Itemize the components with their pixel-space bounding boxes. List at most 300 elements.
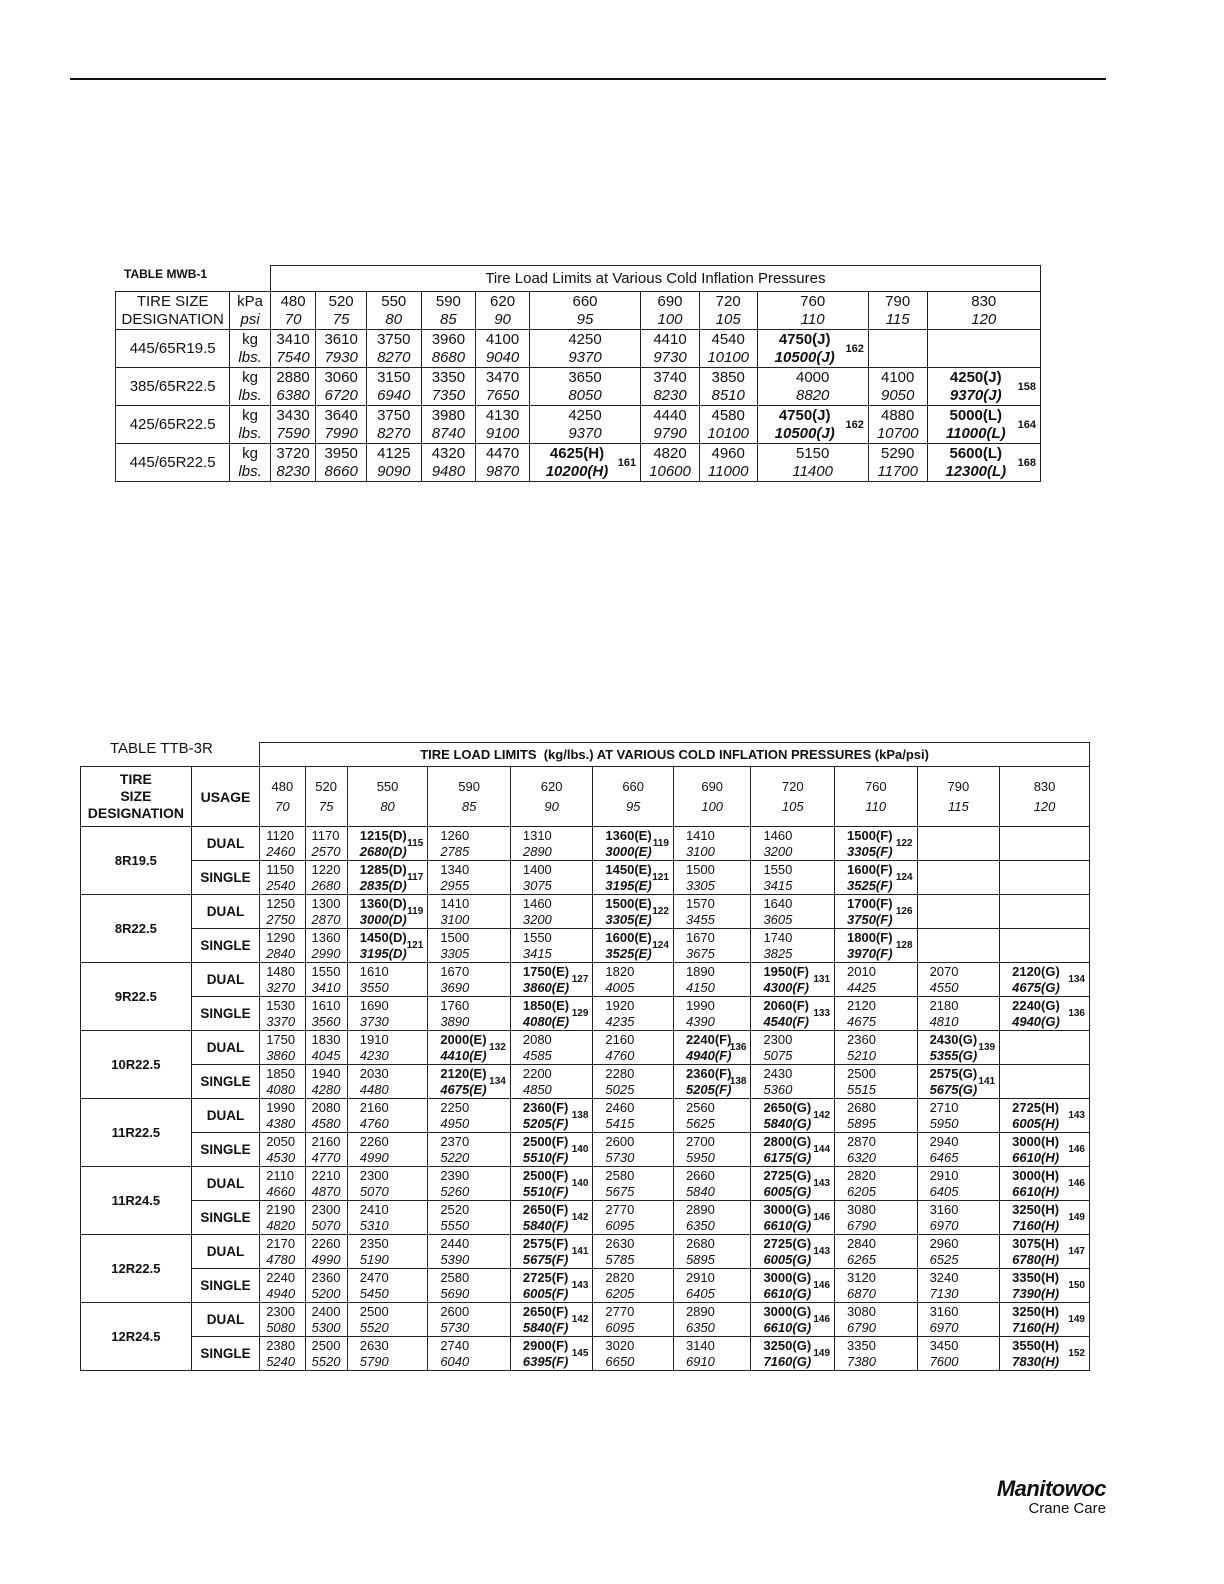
load-index: 140 <box>571 1143 589 1155</box>
cell-top-value: 2725(F) <box>522 1269 569 1285</box>
load-cell <box>593 1133 674 1167</box>
cell-top-value: 2890 <box>685 1303 715 1319</box>
pressure-psi: 80 <box>380 798 395 814</box>
cell-bottom-value: 2680(D) <box>359 843 407 859</box>
load-cell <box>593 1167 674 1201</box>
load-cell <box>593 929 674 963</box>
cell-top-value: 2300 <box>311 1201 341 1217</box>
cell-top-value: 2575(F) <box>522 1235 569 1251</box>
load-cell <box>347 861 428 895</box>
table-row <box>81 963 1090 997</box>
cell-bottom-value: 8050 <box>568 386 602 404</box>
load-cell <box>510 1235 593 1269</box>
load-cell <box>305 1201 347 1235</box>
load-cell <box>347 1201 428 1235</box>
cell-top-value: 2000(E) <box>440 1031 487 1047</box>
load-index: 132 <box>489 1041 506 1053</box>
cell-top-value: 2300 <box>763 1031 793 1047</box>
load-cell <box>428 1201 511 1235</box>
cell-bottom-value: 3675 <box>685 945 715 961</box>
cell-bottom-value: 4380 <box>266 1115 296 1131</box>
cell-top-value: 1360(E) <box>605 827 652 843</box>
unit-kg: kg <box>242 406 258 424</box>
cell-top-value: 2460 <box>605 1099 635 1115</box>
cell-bottom-value: 4760 <box>359 1115 389 1131</box>
load-cell <box>305 963 347 997</box>
load-cell <box>421 444 476 482</box>
cell-top-value: 5000(L) <box>949 406 1003 424</box>
load-cell <box>673 827 751 861</box>
usage-cell: SINGLE <box>191 929 259 963</box>
cell-top-value: 1500 <box>440 929 470 945</box>
cell-bottom-value: 5730 <box>440 1319 470 1335</box>
logo-brand: Manitowoc <box>996 1476 1106 1501</box>
usage-cell: SINGLE <box>191 1201 259 1235</box>
cell-bottom-value: 2460 <box>266 843 296 859</box>
unit-cell <box>230 330 270 368</box>
cell-top-value: 5150 <box>795 444 830 462</box>
tire-size-cell: 12R24.5 <box>81 1303 192 1371</box>
cell-bottom-value: 5840 <box>685 1183 715 1199</box>
load-cell <box>305 1303 347 1337</box>
load-cell <box>835 1337 918 1371</box>
load-cell <box>510 1031 593 1065</box>
load-index: 149 <box>1068 1313 1085 1325</box>
cell-top-value: 4250 <box>568 406 602 424</box>
load-index: 142 <box>813 1109 831 1121</box>
cell-top-value: 2250 <box>440 1099 470 1115</box>
cell-bottom-value: 5625 <box>685 1115 715 1131</box>
cell-bottom-value: 6380 <box>276 386 310 404</box>
load-cell <box>868 444 927 482</box>
cell-bottom-value: 5730 <box>605 1149 635 1165</box>
cell-bottom-value: 4300(F) <box>763 979 809 995</box>
cell-top-value: 1530 <box>266 997 296 1013</box>
cell-bottom-value: 5415 <box>605 1115 635 1131</box>
load-cell <box>428 929 511 963</box>
load-cell <box>673 1303 751 1337</box>
load-cell <box>529 368 640 406</box>
cell-top-value: 1500(F) <box>847 827 893 843</box>
pressure-kpa: 520 <box>315 778 337 794</box>
cell-top-value: 1850 <box>266 1065 296 1081</box>
load-cell <box>917 1167 1000 1201</box>
cell-bottom-value: 3605 <box>763 911 793 927</box>
load-cell <box>476 444 530 482</box>
cell-bottom-value: 6040 <box>440 1353 470 1369</box>
load-cell <box>917 861 1000 895</box>
cell-top-value: 1610 <box>311 997 341 1013</box>
load-cell <box>510 1303 593 1337</box>
logo-subtitle: Crane Care <box>1028 1500 1106 1517</box>
load-cell <box>673 861 751 895</box>
load-cell <box>510 1337 593 1371</box>
pressure-psi: 85 <box>440 310 457 328</box>
pressure-kpa: 660 <box>572 292 598 310</box>
load-cell <box>270 368 316 406</box>
cell-top-value: 4250 <box>568 330 602 348</box>
cell-top-value: 2390 <box>440 1167 470 1183</box>
cell-bottom-value: 9050 <box>880 386 915 404</box>
cell-top-value: 5600(L) <box>949 444 1003 462</box>
cell-bottom-value: 3860(E) <box>522 979 570 995</box>
load-cell <box>476 368 530 406</box>
unit-kg: kg <box>242 368 258 386</box>
load-cell <box>868 330 927 368</box>
cell-top-value: 1220 <box>311 861 341 877</box>
cell-bottom-value: 5510(F) <box>522 1183 569 1199</box>
load-cell <box>305 895 347 929</box>
pressure-psi: 75 <box>332 310 350 328</box>
pressure-psi: 80 <box>385 310 403 328</box>
cell-top-value: 1450(E) <box>605 861 652 877</box>
cell-bottom-value: 10500(J) <box>774 424 835 442</box>
load-cell <box>757 368 868 406</box>
cell-top-value: 3150 <box>377 368 411 386</box>
cell-top-value: 2650(F) <box>522 1201 569 1217</box>
cell-top-value: 1150 <box>266 861 295 877</box>
usage-cell: SINGLE <box>191 1133 259 1167</box>
tire-size-header-text: TIRE SIZE DESIGNATION <box>87 771 184 821</box>
cell-bottom-value: 6175(G) <box>763 1149 812 1165</box>
load-cell <box>751 1201 835 1235</box>
cell-bottom-value: 6005(H) <box>1012 1115 1060 1131</box>
load-index: 136 <box>729 1041 747 1053</box>
cell-bottom-value: 6720 <box>324 386 358 404</box>
pressure-psi: 95 <box>625 798 641 814</box>
cell-bottom-value: 6005(G) <box>763 1183 812 1199</box>
cell-top-value: 4750(J) <box>778 406 831 424</box>
cell-bottom-value: 10200(H) <box>545 462 609 480</box>
load-cell <box>593 1201 674 1235</box>
cell-bottom-value: 7990 <box>324 424 358 442</box>
load-cell <box>305 1031 347 1065</box>
load-cell <box>347 1031 428 1065</box>
load-cell <box>593 1065 674 1099</box>
cell-bottom-value: 9790 <box>653 424 687 442</box>
load-index: 136 <box>1068 1007 1085 1019</box>
cell-bottom-value: 4540(F) <box>763 1013 809 1029</box>
cell-bottom-value: 7380 <box>847 1353 876 1369</box>
load-cell <box>593 1031 674 1065</box>
cell-bottom-value: 6610(G) <box>763 1319 812 1335</box>
cell-top-value: 1410 <box>685 827 715 843</box>
load-index: 126 <box>895 905 913 917</box>
usage-cell: DUAL <box>191 827 259 861</box>
cell-bottom-value: 8270 <box>377 348 411 366</box>
usage-cell: SINGLE <box>191 1269 259 1303</box>
load-cell <box>757 444 868 482</box>
load-index: 140 <box>571 1177 589 1189</box>
load-cell <box>917 1235 1000 1269</box>
cell-top-value: 2520 <box>440 1201 470 1217</box>
cell-bottom-value: 9090 <box>377 462 411 480</box>
cell-top-value: 2500 <box>847 1065 876 1081</box>
cell-bottom-value: 5840(G) <box>763 1115 812 1131</box>
unit-kg: kg <box>242 444 258 462</box>
load-cell <box>529 444 640 482</box>
cell-top-value: 4130 <box>485 406 520 424</box>
cell-bottom-value: 4940 <box>266 1285 296 1301</box>
load-cell <box>673 1269 751 1303</box>
cell-bottom-value: 5200 <box>311 1285 341 1301</box>
table-row <box>81 1065 1090 1099</box>
cell-top-value: 1500 <box>685 861 715 877</box>
cell-bottom-value: 4950 <box>440 1115 470 1131</box>
cell-bottom-value: 4940(G) <box>1012 1013 1060 1029</box>
table-row <box>116 444 1041 482</box>
pressure-kpa: 480 <box>280 292 306 310</box>
load-index: 117 <box>407 871 424 883</box>
load-cell <box>699 406 757 444</box>
load-cell <box>510 1167 593 1201</box>
cell-bottom-value: 3525(E) <box>605 945 652 961</box>
cell-bottom-value: 5675 <box>605 1183 635 1199</box>
cell-bottom-value: 9480 <box>431 462 466 480</box>
cell-top-value: 2650(G) <box>763 1099 812 1115</box>
pressure-psi: 95 <box>576 310 594 328</box>
table1-label: TABLE MWB-1 <box>124 267 208 281</box>
cell-bottom-value: 6610(H) <box>1012 1183 1060 1199</box>
table-row <box>81 895 1090 929</box>
cell-bottom-value: 5690 <box>440 1285 470 1301</box>
cell-top-value: 2630 <box>359 1337 389 1353</box>
cell-top-value: 1690 <box>359 997 389 1013</box>
load-cell <box>305 1337 347 1371</box>
load-index: 131 <box>813 973 831 985</box>
cell-bottom-value: 4530 <box>266 1149 296 1165</box>
cell-bottom-value: 6790 <box>847 1217 876 1233</box>
cell-top-value: 3160 <box>929 1201 959 1217</box>
cell-bottom-value: 3305(E) <box>605 911 652 927</box>
load-cell <box>428 1269 511 1303</box>
cell-top-value: 2170 <box>266 1235 296 1251</box>
cell-bottom-value: 4005 <box>605 979 635 995</box>
cell-top-value: 2200 <box>522 1065 552 1081</box>
load-index: 161 <box>617 456 637 469</box>
load-cell <box>751 929 835 963</box>
cell-bottom-value: 9370 <box>568 348 602 366</box>
load-cell <box>347 1133 428 1167</box>
load-index: 128 <box>895 939 913 951</box>
cell-top-value: 1360(D) <box>359 895 407 911</box>
load-cell <box>347 1099 428 1133</box>
pressure-psi: 110 <box>800 310 825 328</box>
cell-bottom-value: 8680 <box>431 348 466 366</box>
tire-size-cell: 8R22.5 <box>81 895 192 963</box>
load-cell <box>305 861 347 895</box>
table1-title: Tire Load Limits at Various Cold Inflation Pressures <box>270 266 1040 292</box>
cell-bottom-value: 5510(F) <box>522 1149 569 1165</box>
cell-bottom-value: 3000(E) <box>605 843 652 859</box>
load-index: 143 <box>571 1279 589 1291</box>
pressure-psi: 115 <box>947 798 969 814</box>
cell-top-value: 2660 <box>685 1167 715 1183</box>
unit-cell <box>230 444 270 482</box>
cell-bottom-value: 9730 <box>653 348 687 366</box>
cell-bottom-value: 4660 <box>266 1183 296 1199</box>
pressure-header <box>673 767 751 827</box>
cell-top-value: 1300 <box>311 895 341 911</box>
load-cell <box>510 895 593 929</box>
load-index: 127 <box>571 973 589 985</box>
cell-bottom-value: 3100 <box>440 911 470 927</box>
cell-bottom-value: 7600 <box>929 1353 959 1369</box>
cell-bottom-value: 5210 <box>847 1047 876 1063</box>
load-cell <box>593 1337 674 1371</box>
load-cell <box>751 895 835 929</box>
load-cell <box>673 929 751 963</box>
cell-top-value: 3000(H) <box>1012 1133 1060 1149</box>
cell-top-value: 4960 <box>711 444 745 462</box>
load-cell <box>699 368 757 406</box>
pressure-psi: 90 <box>544 798 559 814</box>
tire-size-cell: 385/65R22.5 <box>116 368 230 406</box>
load-cell <box>260 1201 305 1235</box>
cell-top-value: 1910 <box>359 1031 389 1047</box>
cell-top-value: 2300 <box>266 1303 296 1319</box>
load-cell <box>751 1269 835 1303</box>
load-cell <box>270 444 316 482</box>
cell-top-value: 2840 <box>847 1235 876 1251</box>
cell-bottom-value: 4760 <box>605 1047 635 1063</box>
load-cell <box>927 368 1040 406</box>
cell-bottom-value: 2870 <box>311 911 341 927</box>
load-index: 143 <box>813 1177 831 1189</box>
cell-bottom-value: 3890 <box>440 1013 470 1029</box>
load-cell <box>835 1065 918 1099</box>
cell-bottom-value: 9370 <box>568 424 602 442</box>
load-cell <box>428 1235 511 1269</box>
load-index: 122 <box>652 905 669 917</box>
load-cell <box>366 330 421 368</box>
pressure-header <box>641 292 700 330</box>
cell-bottom-value: 5895 <box>685 1251 715 1267</box>
pressure-psi: 85 <box>461 798 477 814</box>
cell-top-value: 2880 <box>276 368 310 386</box>
cell-top-value: 3650 <box>568 368 602 386</box>
cell-top-value: 2410 <box>359 1201 389 1217</box>
cell-top-value: 3000(G) <box>763 1269 812 1285</box>
cell-bottom-value: 7930 <box>324 348 358 366</box>
load-cell <box>673 1337 751 1371</box>
cell-top-value: 2470 <box>359 1269 389 1285</box>
cell-bottom-value: 5790 <box>359 1353 389 1369</box>
pressure-header <box>699 292 757 330</box>
load-cell <box>260 1065 305 1099</box>
cell-top-value: 2650(F) <box>522 1303 569 1319</box>
load-cell <box>347 1269 428 1303</box>
load-cell <box>428 963 511 997</box>
cell-top-value: 4100 <box>485 330 520 348</box>
pressure-psi: 120 <box>1033 798 1056 814</box>
unit-lbs: lbs. <box>238 348 262 366</box>
cell-bottom-value: 5840(F) <box>522 1319 569 1335</box>
load-index: 129 <box>571 1007 589 1019</box>
usage-cell: SINGLE <box>191 997 259 1031</box>
cell-bottom-value: 3415 <box>522 945 552 961</box>
cell-bottom-value: 2990 <box>311 945 341 961</box>
cell-bottom-value: 6205 <box>847 1183 876 1199</box>
pressure-header <box>270 292 316 330</box>
cell-bottom-value: 6265 <box>847 1251 876 1267</box>
load-cell <box>673 895 751 929</box>
load-cell <box>270 406 316 444</box>
cell-top-value: 2600 <box>440 1303 470 1319</box>
pressure-psi: 70 <box>275 798 290 814</box>
cell-bottom-value: 5080 <box>266 1319 296 1335</box>
load-index: 139 <box>978 1041 996 1053</box>
cell-bottom-value: 8510 <box>711 386 745 404</box>
load-cell <box>673 1133 751 1167</box>
cell-top-value: 3140 <box>685 1337 715 1353</box>
load-cell <box>1000 1201 1090 1235</box>
cell-bottom-value: 3825 <box>763 945 793 961</box>
pressure-psi: 100 <box>657 310 683 328</box>
table2-label: TABLE TTB-3R <box>110 740 213 757</box>
load-index: 124 <box>652 939 669 951</box>
unit-lbs: lbs. <box>238 386 262 404</box>
cell-top-value: 1760 <box>440 997 470 1013</box>
cell-top-value: 3450 <box>929 1337 959 1353</box>
cell-top-value: 2820 <box>847 1167 876 1183</box>
cell-top-value: 2400 <box>311 1303 341 1319</box>
cell-bottom-value: 10100 <box>707 424 750 442</box>
cell-bottom-value: 7590 <box>276 424 310 442</box>
pressure-header <box>347 767 428 827</box>
cell-bottom-value: 2750 <box>266 911 296 927</box>
usage-cell: SINGLE <box>191 1065 259 1099</box>
cell-bottom-value: 5220 <box>440 1149 470 1165</box>
cell-bottom-value: 5240 <box>266 1353 296 1369</box>
pressure-header <box>510 767 593 827</box>
load-index: 134 <box>489 1075 506 1087</box>
load-cell <box>927 406 1040 444</box>
load-cell <box>1000 861 1090 895</box>
pressure-header <box>316 292 367 330</box>
pressure-kpa: 620 <box>490 292 516 310</box>
cell-top-value: 2240(G) <box>1012 997 1060 1013</box>
cell-top-value: 2080 <box>522 1031 552 1047</box>
pressure-kpa: 790 <box>947 778 970 794</box>
load-cell <box>593 895 674 929</box>
load-cell <box>751 1167 835 1201</box>
load-cell <box>1000 929 1090 963</box>
load-cell <box>428 1337 511 1371</box>
cell-bottom-value: 5675(G) <box>929 1081 978 1097</box>
pressure-kpa: 590 <box>458 778 480 794</box>
cell-top-value: 2500(F) <box>522 1133 569 1149</box>
cell-bottom-value: 9100 <box>485 424 520 442</box>
load-cell <box>510 1133 593 1167</box>
cell-bottom-value: 6780(H) <box>1012 1251 1060 1267</box>
tire-size-cell: 445/65R19.5 <box>116 330 230 368</box>
cell-top-value: 2350 <box>359 1235 389 1251</box>
cell-top-value: 2370 <box>440 1133 470 1149</box>
load-index: 146 <box>1068 1177 1085 1189</box>
cell-top-value: 2870 <box>847 1133 876 1149</box>
load-cell <box>1000 1031 1090 1065</box>
cell-bottom-value: 6095 <box>605 1319 635 1335</box>
cell-top-value: 2500 <box>359 1303 389 1319</box>
load-cell <box>510 1065 593 1099</box>
cell-bottom-value: 4230 <box>359 1047 389 1063</box>
cell-bottom-value: 11400 <box>792 462 833 480</box>
cell-bottom-value: 5520 <box>311 1353 341 1369</box>
load-index: 162 <box>845 418 864 431</box>
cell-top-value: 2430(G) <box>929 1031 978 1047</box>
load-index: 119 <box>652 837 669 849</box>
